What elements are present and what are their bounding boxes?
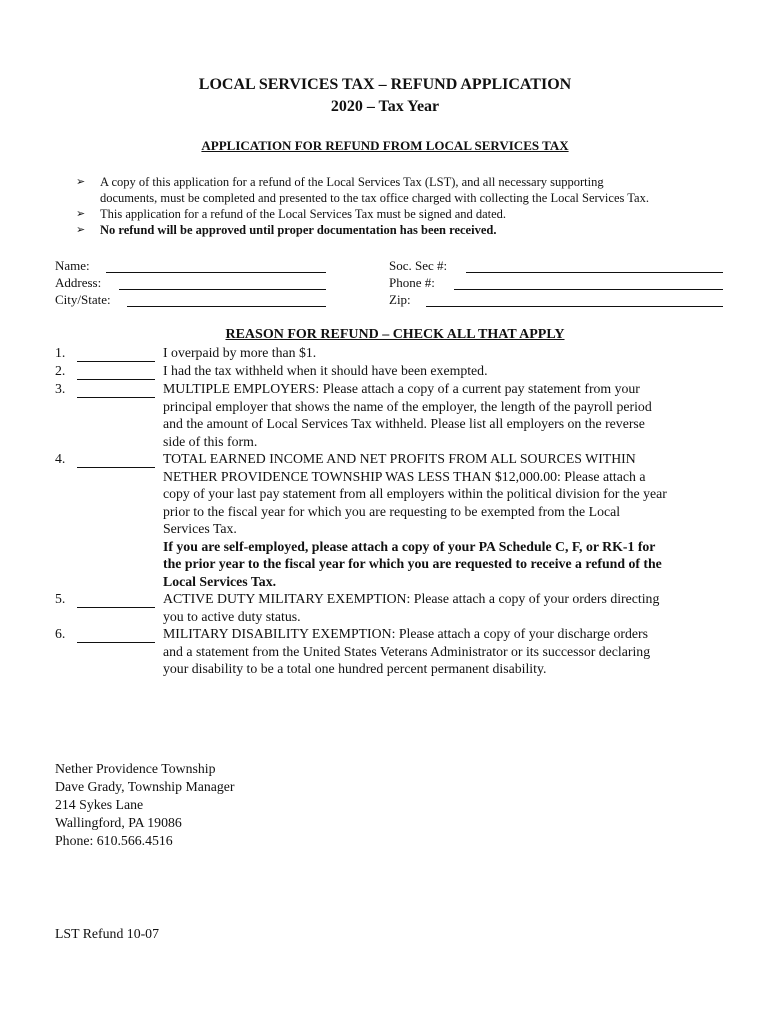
city-state-label: City/State: xyxy=(55,292,111,307)
document-title: LOCAL SERVICES TAX – REFUND APPLICATION xyxy=(198,76,572,93)
reason-item-6: 6. MILITARY DISABILITY EXEMPTION: Please attach a copy of your discharge orders and a statement from the United States Veterans Administrator or its successor declaring your disability to be a total one hundred percent permanent disability. xyxy=(55,626,651,676)
check-blank[interactable] xyxy=(77,344,155,362)
check-blank[interactable] xyxy=(77,362,155,380)
address-field[interactable] xyxy=(119,289,326,290)
reason-item-3: 3. MULTIPLE EMPLOYERS: Please attach a copy of a current pay statement from your principal employer that shows the name of the employer, the length of the payroll period and the amount of Local Services Tax withheld. Please list all employers on the reverse side of this form. xyxy=(55,381,652,449)
list-item: ➢ A copy of this application for a refund of the Local Services Tax (LST), and all necessary supporting xyxy=(76,175,604,189)
check-blank[interactable] xyxy=(77,380,155,398)
list-item-continuation: documents, must be completed and presented to the tax office charged with collecting the Local Services Tax. xyxy=(100,191,649,205)
phone-label: Phone #: xyxy=(389,275,435,290)
check-blank[interactable] xyxy=(77,450,155,468)
check-blank[interactable] xyxy=(77,590,155,608)
zip-label: Zip: xyxy=(389,292,411,307)
arrow-bullet-icon: ➢ xyxy=(76,224,86,236)
ssn-label: Soc. Sec #: xyxy=(389,258,448,273)
phone-field[interactable] xyxy=(454,289,723,290)
reason-item-4: 4. TOTAL EARNED INCOME AND NET PROFITS FROM ALL SOURCES WITHIN NETHER PROVIDENCE TOWNSHIP WAS LESS THAN $12,000.00: Please attach a copy of your last pay statement from all employers within the political division for the year prior to the fiscal year for which you are requesting to be exempted from the Local Services Tax. If you are self-employed, please attach a copy of your PA Schedule C, F, or RK-1 for the prior year to the fiscal year for which you are requested to receive a refund of the Local Services Tax. xyxy=(55,451,667,589)
name-label: Name: xyxy=(55,258,90,273)
reason-item-2: 2. I had the tax withheld when it should have been exempted. xyxy=(55,363,488,378)
list-item: ➢ This application for a refund of the Local Services Tax must be signed and dated. xyxy=(76,207,507,221)
arrow-bullet-icon: ➢ xyxy=(76,208,86,220)
address-label: Address: xyxy=(55,275,102,290)
reasons-list xyxy=(55,344,667,678)
ssn-field[interactable] xyxy=(466,272,723,273)
city-state-field[interactable] xyxy=(127,306,326,307)
list-item: ➢ No refund will be approved until proper documentation has been received. xyxy=(76,223,497,237)
form-code: LST Refund 10-07 xyxy=(55,926,159,941)
subtitle: APPLICATION FOR REFUND FROM LOCAL SERVICES TAX xyxy=(201,138,569,153)
reason-item-1: 1. I overpaid by more than $1. xyxy=(55,345,317,360)
tax-year: 2020 – Tax Year xyxy=(330,98,440,115)
township-address: Nether Providence Township Dave Grady, Township Manager 214 Sykes Lane Wallingford, PA 19086 Phone: 610.566.4516 xyxy=(55,761,235,848)
reason-item-5: 5. ACTIVE DUTY MILITARY EXEMPTION: Please attach a copy of your orders directing you to active duty status. xyxy=(55,591,660,624)
reason-heading: REASON FOR REFUND – CHECK ALL THAT APPLY xyxy=(225,327,565,342)
check-blank[interactable] xyxy=(77,625,155,643)
name-field[interactable] xyxy=(106,272,326,273)
arrow-bullet-icon: ➢ xyxy=(76,176,86,188)
instructions-list xyxy=(76,174,649,238)
zip-field[interactable] xyxy=(426,306,723,307)
